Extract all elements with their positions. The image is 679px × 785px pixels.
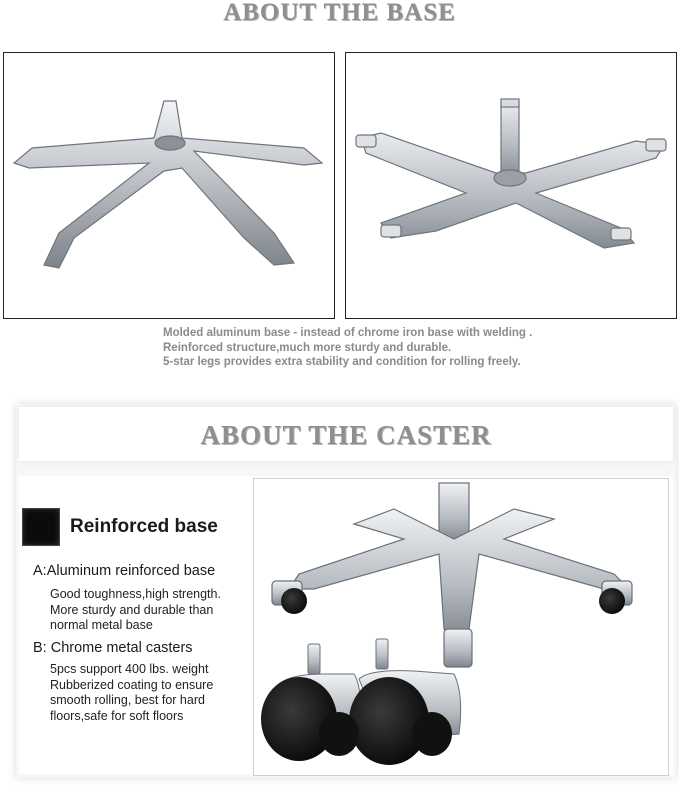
star-base-image xyxy=(4,53,334,318)
reinforced-base-heading xyxy=(22,508,218,546)
caster-photo xyxy=(253,478,669,776)
feature-b-body xyxy=(50,662,213,724)
material-swatch xyxy=(22,508,60,546)
caster-title-bar xyxy=(19,407,673,461)
base-description-line-1: Molded aluminum base - instead of chrome iron base with welding . xyxy=(163,327,533,339)
feature-b-line-4: floors,safe for soft floors xyxy=(50,708,184,723)
base-description-line-3: 5-star legs provides extra stability and condition for rolling freely. xyxy=(163,356,521,368)
base-description xyxy=(163,326,663,370)
feature-b-title: B: Chrome metal casters xyxy=(33,640,193,656)
feature-a-line-2: More sturdy and durable than xyxy=(50,602,214,617)
base-bottom-view-photo xyxy=(345,52,677,319)
base-description-line-2: Reinforced structure,much more sturdy and durable. xyxy=(163,341,452,354)
feature-a-line-3: normal metal base xyxy=(50,618,153,632)
feature-a-title: A:Aluminum reinforced base xyxy=(33,563,216,579)
reinforced-base-label: Reinforced base xyxy=(70,516,218,537)
base-and-casters-image xyxy=(254,479,668,775)
feature-a-line-1: Good toughness,high strength. xyxy=(50,587,221,601)
feature-b-line-3: smooth rolling, best for hard xyxy=(50,693,205,707)
about-the-base-title: ABOUT THE BASE xyxy=(223,0,456,26)
feature-b-line-1: 5pcs support 400 lbs. weight xyxy=(50,662,209,676)
about-the-caster-title: ABOUT THE CASTER xyxy=(200,420,492,450)
feature-a-body xyxy=(50,587,221,634)
feature-b-line-2: Rubberized coating to ensure xyxy=(50,677,214,692)
star-base-underside-image xyxy=(346,53,676,318)
base-top-view-photo xyxy=(3,52,335,319)
